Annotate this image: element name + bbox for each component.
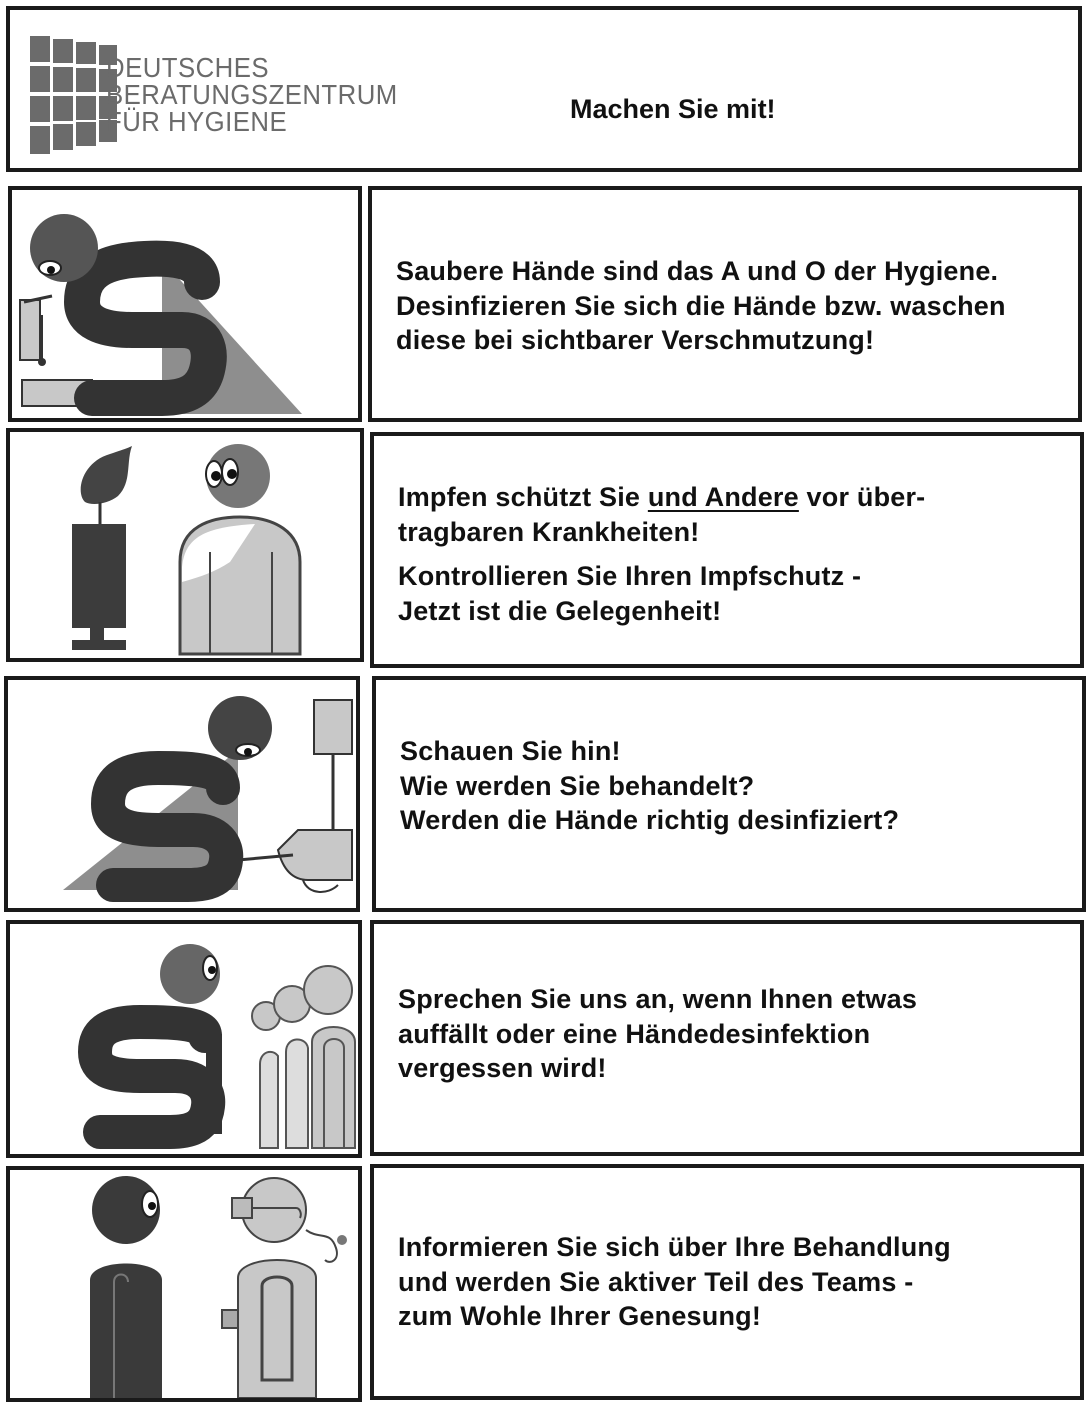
text-panel-2 [370,432,1084,668]
text-panel-5 [370,1164,1084,1400]
text-panel-3 [372,676,1086,912]
panel-4-line-3: vergessen wird! [398,1053,607,1083]
vaccination-syringe-illustration [10,432,360,658]
logo-line-2: BERATUNGSZENTRUM [106,79,398,110]
watching-treatment-illustration [8,680,356,908]
motto-heading: Machen Sie mit! [570,94,776,124]
illustration-panel-3 [4,676,360,912]
illustration-panel-1 [8,186,362,422]
text-panel-4 [370,920,1084,1156]
patient-doctor-team-illustration [10,1170,358,1398]
speaking-up-illustration [10,924,358,1154]
panel-2-line-1-pre: Impfen schützt Sie [398,482,648,512]
panel-3-text [400,734,1068,838]
panel-2-underlined-phrase: und Andere [647,482,799,512]
panel-3-line-2: Wie werden Sie behandelt? [400,770,755,801]
logo-line-1: DEUTSCHES [106,52,270,83]
panel-2-line-1-post: vor über- [798,482,926,512]
panel-2-line-3: Kontrollieren Sie Ihren Impfschutz - [398,561,862,591]
panel-4-line-1: Sprechen Sie uns an, wenn Ihnen etwas [398,984,918,1014]
panel-2-line-4: Jetzt ist die Gelegenheit! [398,595,722,626]
panel-5-line-3: zum Wohle Ihrer Genesung! [398,1301,762,1331]
panel-5-text [398,1230,1066,1334]
panel-1-text [396,254,1064,358]
panel-5-line-1: Informieren Sie sich über Ihre Behandlung [398,1232,951,1262]
text-panel-1 [368,186,1082,422]
illustration-panel-4 [6,920,362,1158]
panel-4-line-2: auffällt oder eine Händedesinfektion [398,1018,871,1049]
panel-2-line-1 [398,480,1066,515]
logo-line-3: FÜR HYGIENE [106,106,288,137]
panel-1-line-3: diese bei sichtbarer Verschmutzung! [396,325,875,355]
panel-4-text [398,982,1066,1086]
hand-disinfection-illustration [12,190,358,418]
panel-1-line-1: Saubere Hände sind das A und O der Hygiene. [396,256,999,286]
panel-5-line-2: und werden Sie aktiver Teil des Teams - [398,1266,914,1297]
header-panel [6,6,1082,172]
panel-1-line-2: Desinfizieren Sie sich die Hände bzw. waschen [396,290,1006,321]
panel-3-line-3: Werden die Hände richtig desinfiziert? [400,805,900,835]
logo-wordmark [106,54,398,135]
illustration-panel-5 [6,1166,362,1402]
illustration-panel-2 [6,428,364,662]
panel-3-line-1: Schauen Sie hin! [400,736,621,766]
panel-2-line-2: tragbaren Krankheiten! [398,516,700,547]
panel-2-text [398,480,1066,628]
